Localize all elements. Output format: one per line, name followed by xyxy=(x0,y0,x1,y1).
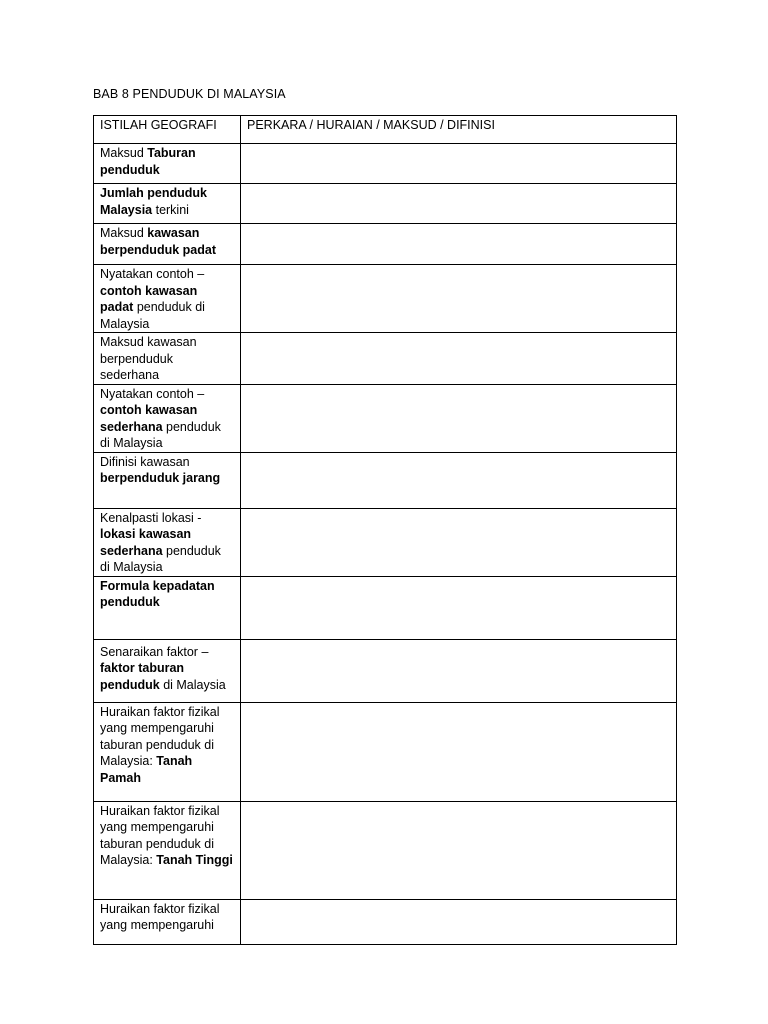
term-bold-text: contoh kawasan sederhana xyxy=(100,403,198,434)
term-cell xyxy=(94,508,241,576)
table-header-row xyxy=(94,116,677,144)
geography-terms-table xyxy=(93,115,677,945)
document-title: BAB 8 PENDUDUK DI MALAYSIA xyxy=(93,87,286,101)
term-cell xyxy=(94,639,241,702)
term-cell xyxy=(94,899,241,944)
term-cell xyxy=(94,184,241,224)
answer-cell[interactable] xyxy=(241,508,677,576)
term-text: Huraikan faktor fizikal yang mempengaruhi xyxy=(100,901,220,932)
answer-cell[interactable] xyxy=(241,265,677,333)
term-cell xyxy=(94,265,241,333)
term-cell xyxy=(94,801,241,899)
term-cell xyxy=(94,144,241,184)
term-text-tail: penduduk di Malaysia xyxy=(100,419,221,450)
term-bold-text: Jumlah penduduk Malaysia xyxy=(100,186,207,217)
header-istilah-geografi: ISTILAH GEOGRAFI xyxy=(94,116,241,144)
term-bold-text: kawasan berpenduduk padat xyxy=(100,226,216,257)
term-bold-text: lokasi kawasan sederhana xyxy=(100,527,192,558)
answer-cell[interactable] xyxy=(241,576,677,639)
term-bold-text: Formula kepadatan penduduk xyxy=(100,578,215,609)
table-row xyxy=(94,224,677,265)
table-row xyxy=(94,184,677,224)
table-row xyxy=(94,576,677,639)
answer-cell[interactable] xyxy=(241,639,677,702)
answer-cell[interactable] xyxy=(241,452,677,508)
table-row xyxy=(94,801,677,899)
term-text-tail: terkini xyxy=(152,202,189,217)
term-bold-text: berpenduduk jarang xyxy=(100,471,221,485)
term-text: Maksud xyxy=(100,226,148,240)
term-cell xyxy=(94,224,241,265)
term-text: Nyatakan contoh – xyxy=(100,386,205,401)
term-bold-text: faktor taburan penduduk xyxy=(100,661,185,692)
term-bold-text: contoh kawasan padat xyxy=(100,283,198,314)
term-text: Nyatakan contoh – xyxy=(100,267,205,281)
table-row xyxy=(94,384,677,452)
term-text-tail: penduduk di Malaysia xyxy=(100,300,205,331)
term-text: Maksud xyxy=(100,146,148,160)
table-row xyxy=(94,452,677,508)
term-text: Maksud kawasan berpenduduk sederhana xyxy=(100,335,197,382)
term-text: Huraikan faktor fizikal yang mempengaruhi taburan penduduk di Malaysia: xyxy=(100,803,220,867)
answer-cell[interactable] xyxy=(241,384,677,452)
answer-cell[interactable] xyxy=(241,899,677,944)
term-text: Huraikan faktor fizikal yang mempengaruhi taburan penduduk di Malaysia: xyxy=(100,704,220,768)
term-cell xyxy=(94,702,241,801)
answer-cell[interactable] xyxy=(241,144,677,184)
answer-cell[interactable] xyxy=(241,224,677,265)
term-bold-text: Tanah Tinggi xyxy=(156,853,233,867)
term-cell xyxy=(94,384,241,452)
term-bold-text: Tanah Pamah xyxy=(100,754,193,785)
term-cell xyxy=(94,333,241,385)
table-row xyxy=(94,265,677,333)
term-cell xyxy=(94,452,241,508)
answer-cell[interactable] xyxy=(241,333,677,385)
table-row xyxy=(94,333,677,385)
term-text: Difinisi kawasan xyxy=(100,454,190,469)
term-bold-text: Taburan penduduk xyxy=(100,146,196,177)
term-text-tail: di Malaysia xyxy=(159,677,226,692)
table-row xyxy=(94,508,677,576)
term-cell xyxy=(94,576,241,639)
term-text: Senaraikan faktor – xyxy=(100,644,209,659)
header-perkara-huraian: PERKARA / HURAIAN / MAKSUD / DIFINISI xyxy=(241,116,677,144)
answer-cell[interactable] xyxy=(241,184,677,224)
table-row xyxy=(94,702,677,801)
term-text-tail: penduduk di Malaysia xyxy=(100,543,221,574)
table-row xyxy=(94,899,677,944)
table-row xyxy=(94,639,677,702)
table-row xyxy=(94,144,677,184)
answer-cell[interactable] xyxy=(241,702,677,801)
answer-cell[interactable] xyxy=(241,801,677,899)
term-text: Kenalpasti lokasi - xyxy=(100,510,202,525)
